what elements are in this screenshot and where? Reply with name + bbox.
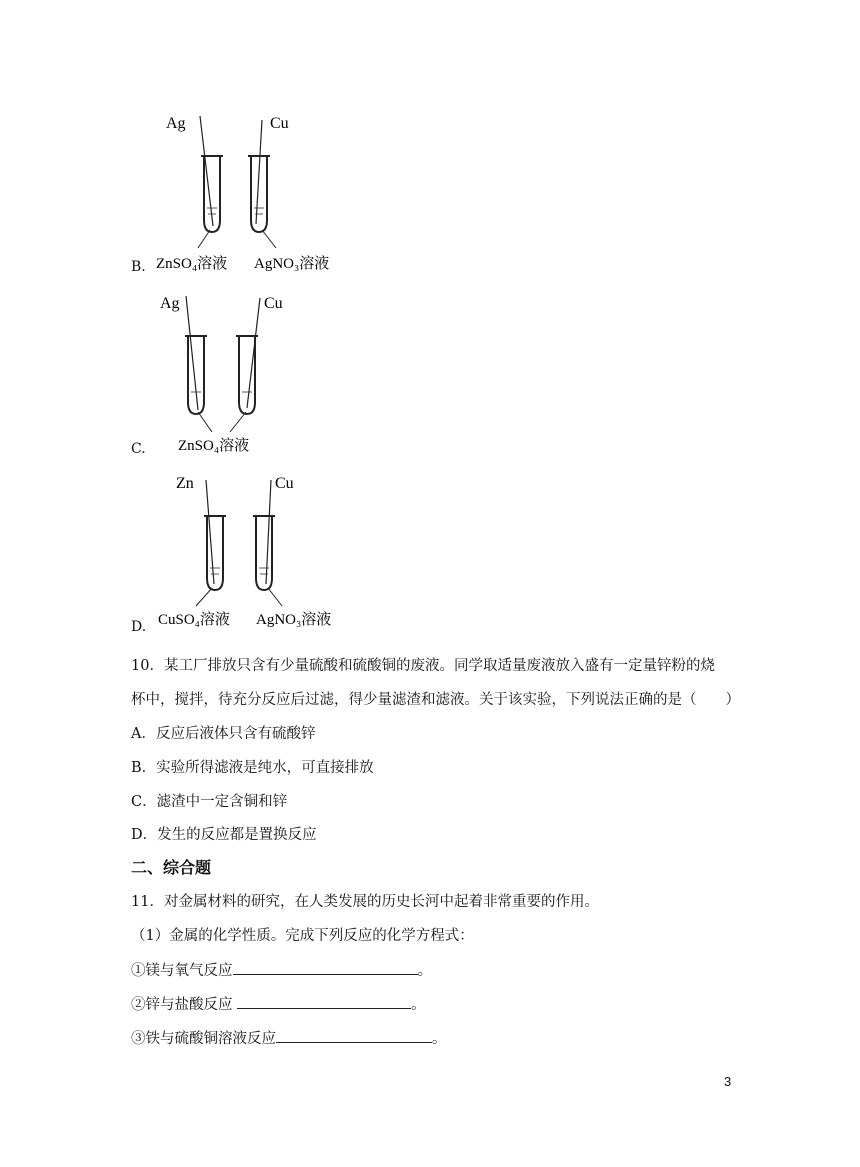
q10-stem-line1: 10．某工厂排放只含有少量硫酸和硫酸铜的废液。同学取适量废液放入盛有一定量锌粉的烧: [131, 658, 715, 674]
figure-b-solution-right: AgNO₃溶液: [254, 256, 330, 272]
figure-b-test-tubes: [150, 108, 350, 273]
q11-item-3-end: 。: [432, 1031, 447, 1047]
figure-c-test-tubes: [150, 286, 350, 456]
q10-stem-line2: 杯中，搅拌，待充分反应后过滤，得少量滤渣和滤液。关于该实验，下列说法正确的是（ ）: [131, 692, 740, 708]
figure-c-metal-right: Cu: [264, 295, 283, 312]
answer-blank-3[interactable]: [276, 1028, 432, 1043]
q11-item-1-end: 。: [417, 963, 432, 979]
q11-stem: 11．对金属材料的研究，在人类发展的历史长河中起着非常重要的作用。: [131, 894, 599, 910]
q11-sub1: （1）金属的化学性质。完成下列反应的化学方程式：: [131, 928, 474, 944]
answer-blank-1[interactable]: [233, 960, 418, 975]
q10-option-a: A．反应后液体只含有硫酸锌: [131, 726, 316, 742]
answer-blank-2[interactable]: [237, 994, 411, 1009]
option-b-letter: B.: [131, 259, 146, 275]
q10-option-c: C．滤渣中一定含铜和锌: [131, 794, 288, 810]
q11-item-1-text: ①镁与氧气反应: [131, 963, 233, 979]
q10-option-b: B．实验所得滤液是纯水，可直接排放: [131, 760, 374, 776]
figure-b-solution-left: ZnSO₄溶液: [156, 256, 228, 272]
figure-d-solution-left: CuSO₄溶液: [158, 612, 230, 628]
q11-item-1: [131, 959, 432, 980]
q11-item-2-text: ②锌与盐酸反应: [131, 997, 238, 1013]
figure-b-metal-left: Ag: [166, 115, 186, 132]
figure-d-metal-left: Zn: [176, 475, 194, 492]
q11-item-2-end: 。: [411, 997, 426, 1013]
q11-item-3-text: ③铁与硫酸铜溶液反应: [131, 1031, 276, 1047]
option-c-letter: C.: [131, 441, 146, 457]
figure-d-solution-right: AgNO₃溶液: [256, 612, 332, 628]
figure-d-metal-right: Cu: [275, 475, 294, 492]
figure-c-solution: ZnSO₄溶液: [178, 438, 250, 454]
page-number: 3: [724, 1074, 732, 1089]
q11-item-2: [131, 993, 426, 1014]
section-title: 二、综合题: [131, 858, 212, 877]
q10-option-d: D．发生的反应都是置换反应: [131, 827, 317, 843]
figure-c-metal-left: Ag: [160, 295, 180, 312]
q11-item-3: [131, 1027, 447, 1048]
option-d-letter: D.: [131, 619, 147, 635]
figure-b-metal-right: Cu: [270, 115, 289, 132]
figure-d-test-tubes: [150, 466, 350, 636]
